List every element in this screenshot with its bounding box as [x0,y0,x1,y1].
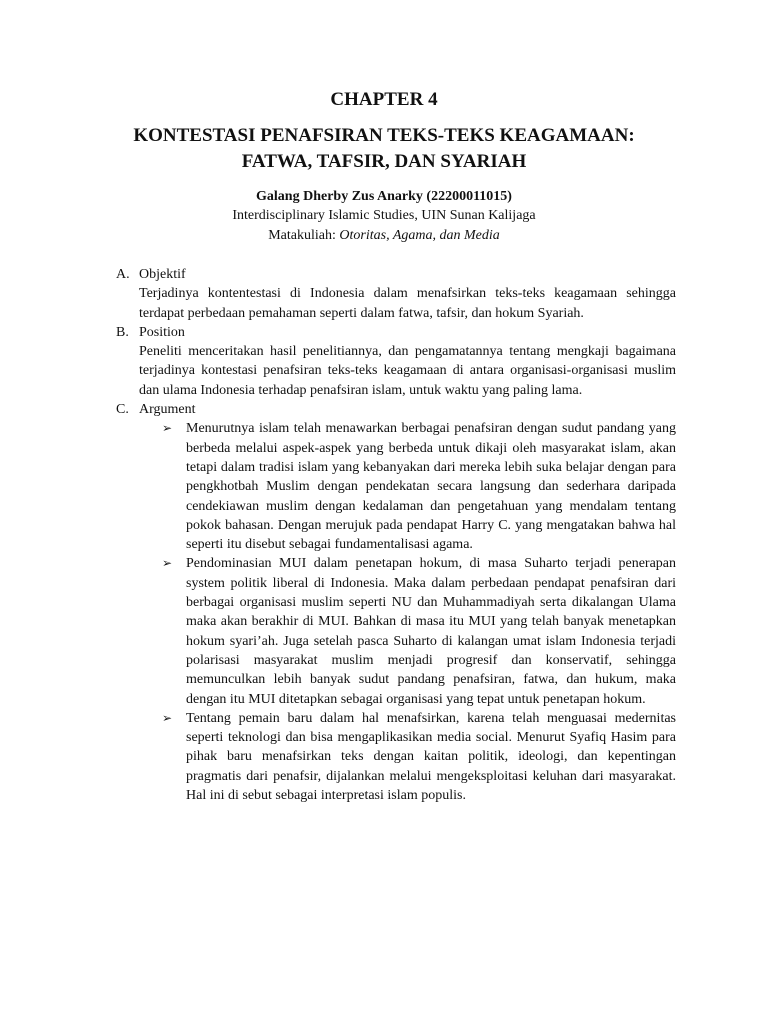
section-position [116,323,676,400]
arrowhead-bullet-icon: ➢ [162,556,173,571]
section-letter: B. [116,324,129,340]
section-title: Objektif [139,267,186,282]
section-body: Peneliti menceritakan hasil penelitiannya, dan pengamatannya tentang mengkaji bagaimana terjadinya kontestasi penafsiran teks-teks keagamaan di antara organisasi-organisasi muslim dan ulama Indonesia terhadap penafsiran islam, untuk waktu yang paling lama. [139,344,676,398]
outline-sections [116,265,676,805]
author-line: Galang Dherby Zus Anarky (22200011015) [256,189,512,204]
affiliation-line: Interdisciplinary Islamic Studies, UIN Sunan Kalijaga [232,208,536,223]
chapter-heading: CHAPTER 4 [330,89,438,110]
argument-item [162,709,676,805]
arrowhead-bullet-icon: ➢ [162,421,173,436]
chapter-title-line-1: KONTESTASI PENAFSIRAN TEKS-TEKS KEAGAMAAN: [133,125,635,146]
arrowhead-bullet-icon: ➢ [162,710,173,725]
section-title: Position [139,324,185,340]
chapter-title-line-2: FATWA, TAFSIR, DAN SYARIAH [241,151,527,172]
course-name: Otoritas, Agama, dan Media [339,228,500,243]
argument-item [162,554,676,708]
section-body: Terjadinya kontentestasi di Indonesia dalam menafsirkan teks-teks keagamaan sehingga terdapat perbedaan pemahaman seperti dalam fatwa, tafsir, dan hokum Syariah. [139,286,676,321]
argument-text: Pendominasian MUI dalam penetapan hokum, di masa Suharto terjadi penerapan system politik liberal di Indonesia. Maka dalam perbedaan pendapat penafsiran dari berbagai organisasi muslim seperti NU dan Muhammadiyah serta dikalangan Ulama maka akan berakhir di MUI. Bahkan di masa itu MUI yang telah banyak menetapkan hokum syari’ah. Juga setelah pasca Suharto di kalangan umat islam Indonesia terjadi polarisasi masyarakat muslim menjadi progresif dan konservatif, sehingga memunculkan lebih banyak sudut pandang penafsiran, fatwa, dan hukum, maka dengan itu MUI ditetapkan sebagai organisasi yang tepat untuk penetapan hokum. [186,556,676,707]
course-line [0,228,768,244]
argument-text: Tentang pemain baru dalam hal menafsirkan, karena telah menguasai medernitas seperti teknologi dan bisa mengaplikasikan media social. Menurut Syafiq Hasim para pihak baru menafsirkan teks dengan kaitan politik, ideologi, dan kepentingan pragmatis dari penafsir, dijalankan melalui mengeksploitasi keluhan dari masyarakat. Hal ini di sebut sebagai interpretasi islam populis. [186,710,676,804]
argument-text: Menurutnya islam telah menawarkan berbagai penafsiran dengan sudut pandang yang berbeda melalui aspek-aspek yang berbeda untuk dikaji oleh masyarakat islam, akan tetapi dalam tradisi islam yang kebanyakan dari mereka lebih suka belajar dengan para pengkhotbah Muslim dengan pendekatan secara langsung dan sederhara daripada cendekiawan muslim dengan kedalaman dan pengetahuan yang mendalam tentang pokok bahasan. Dengan merujuk pada pendapat Harry C. yang mengatakan bahwa hal seperti itu disebut sebagai fundamentalisasi agama. [186,421,676,553]
section-title: Argument [139,402,196,418]
section-objektif [116,265,676,323]
chapter-title [60,123,708,175]
course-label: Matakuliah: [268,228,340,243]
section-letter: C. [116,402,129,418]
section-heading [116,265,676,284]
section-heading [116,323,676,342]
section-letter: A. [116,267,130,282]
section-argument [116,400,676,805]
argument-item [162,419,676,554]
section-heading [116,400,676,419]
argument-list [162,419,676,805]
